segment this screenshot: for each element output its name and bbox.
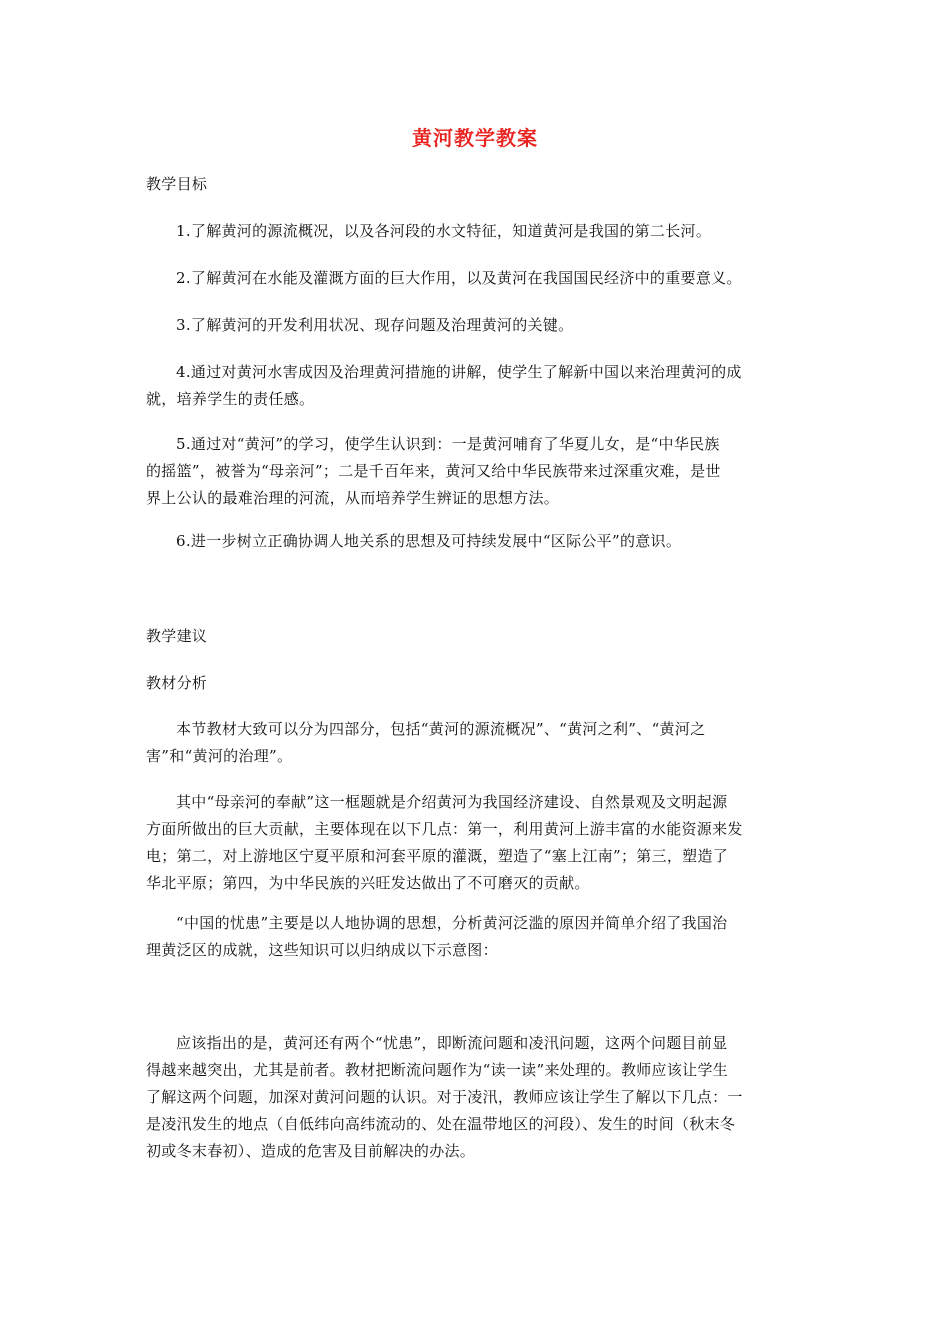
paragraph-4-line-5: 初或冬末春初）、造成的危害及目前解决的办法。	[146, 1142, 476, 1160]
paragraph-3	[146, 910, 806, 964]
goal-item-5-line-1: 5.通过对“黄河”的学习，使学生认识到：一是黄河哺育了华夏儿女，是“中华民族	[176, 435, 720, 453]
goal-item-5-line-3: 界上公认的最难治理的河流，从而培养学生辨证的思想方法。	[146, 489, 560, 507]
paragraph-4-line-4: 是凌汛发生的地点（自低纬向高纬流动的、处在温带地区的河段）、发生的时间（秋末冬	[146, 1115, 736, 1133]
goal-item-2-line-1: 2.了解黄河在水能及灌溉方面的巨大作用，以及黄河在我国国民经济中的重要意义。	[176, 269, 742, 287]
paragraph-2-line-4: 华北平原；第四，为中华民族的兴旺发达做出了不可磨灭的贡献。	[146, 874, 590, 892]
goal-item-5-line-2: 的摇篮”，被誉为“母亲河”；二是千百年来，黄河又给中华民族带来过深重灾难，是世	[146, 462, 721, 480]
goal-item-2	[146, 265, 806, 292]
paragraph-1-line-1: 本节教材大致可以分为四部分，包括“黄河的源流概况”、“黄河之利”、“黄河之	[176, 720, 706, 738]
section-heading-goals: 教学目标	[146, 175, 208, 193]
paragraph-1-line-2: 害”和“黄河的治理”。	[146, 747, 293, 765]
paragraph-3-line-2: 理黄泛区的成就，这些知识可以归纳成以下示意图：	[146, 941, 498, 959]
paragraph-2-line-1: 其中“母亲河的奉献”这一框题就是介绍黄河为我国经济建设、自然景观及文明起源	[176, 793, 728, 811]
document-title: 黄河教学教案	[412, 126, 538, 150]
goal-item-5	[146, 431, 806, 512]
goal-item-1	[146, 218, 806, 245]
paragraph-4-line-1: 应该指出的是，黄河还有两个“忧患”，即断流问题和凌汛问题，这两个问题目前显	[176, 1034, 728, 1052]
goal-item-4-line-1: 4.通过对黄河水害成因及治理黄河措施的讲解，使学生了解新中国以来治理黄河的成	[176, 363, 742, 381]
goal-item-3-line-1: 3.了解黄河的开发利用状况、现存问题及治理黄河的关键。	[176, 316, 574, 334]
paragraph-3-line-1: “中国的忧患”主要是以人地协调的思想，分析黄河泛滥的原因并简单介绍了我国治	[176, 914, 728, 932]
goal-item-3	[146, 312, 806, 339]
subheading-material-analysis: 教材分析	[146, 674, 208, 692]
paragraph-2-line-2: 方面所做出的巨大贡献，主要体现在以下几点：第一，利用黄河上游丰富的水能资源来发	[146, 820, 743, 838]
goal-item-4-line-2: 就，培养学生的责任感。	[146, 390, 315, 408]
paragraph-1	[146, 716, 806, 770]
goal-item-6	[146, 528, 806, 555]
section-heading-suggestions: 教学建议	[146, 627, 208, 645]
paragraph-4	[146, 1030, 806, 1165]
paragraph-2-line-3: 电；第二，对上游地区宁夏平原和河套平原的灌溉，塑造了“塞上江南”；第三，塑造了	[146, 847, 729, 865]
goal-item-6-line-1: 6.进一步树立正确协调人地关系的思想及可持续发展中“区际公平”的意识。	[176, 532, 682, 550]
paragraph-4-line-2: 得越来越突出，尤其是前者。教材把断流问题作为“读一读”来处理的。教师应该让学生	[146, 1061, 729, 1079]
paragraph-4-line-3: 了解这两个问题，加深对黄河问题的认识。对于凌汛，教师应该让学生了解以下几点：一	[146, 1088, 743, 1106]
goal-item-4	[146, 359, 806, 413]
paragraph-2	[146, 789, 806, 897]
goal-item-1-line-1: 1.了解黄河的源流概况，以及各河段的水文特征，知道黄河是我国的第二长河。	[176, 222, 712, 240]
